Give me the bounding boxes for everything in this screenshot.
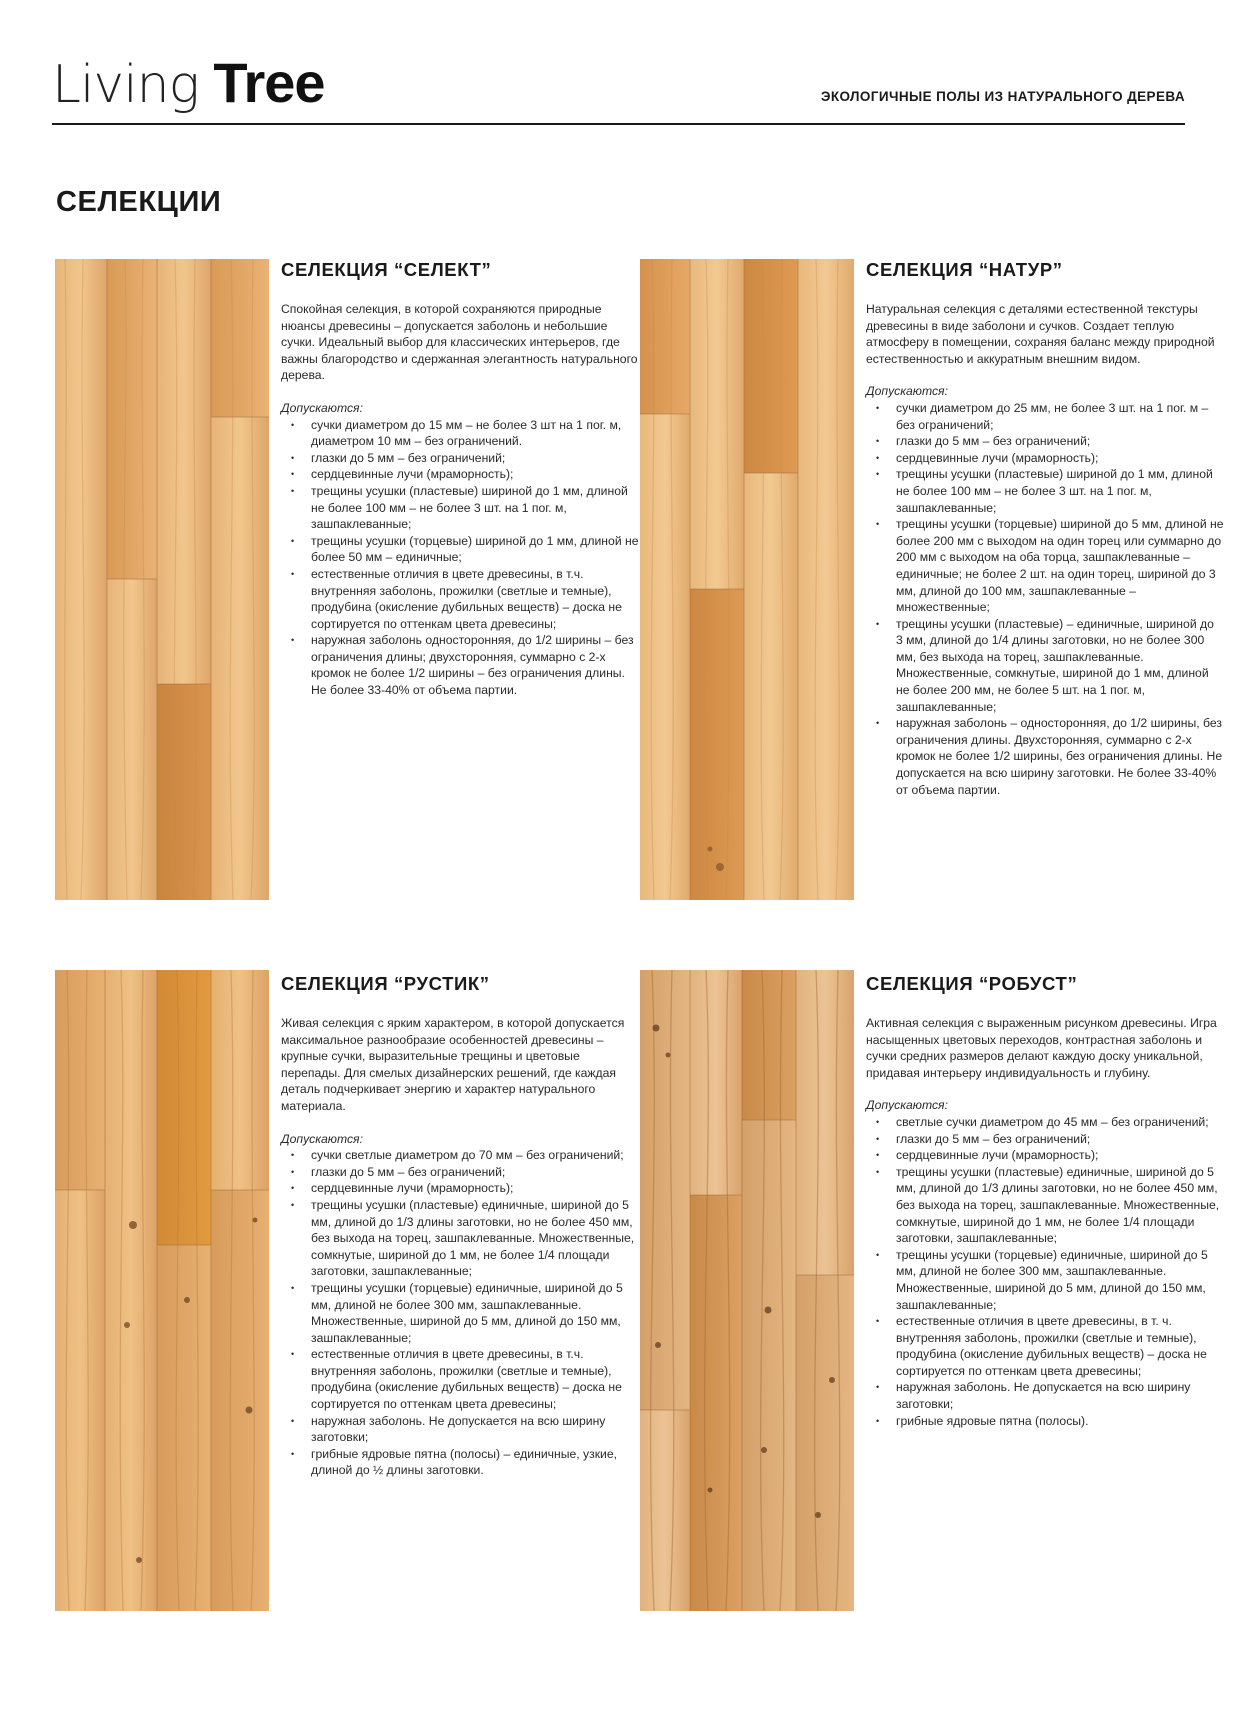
brand-logo <box>52 48 325 120</box>
allowed-label: Допускаются: <box>281 400 363 415</box>
list-item: • сучки диаметром до 25 мм, не более 3 шт. на 1 пог. м – без ограничений; <box>896 400 1224 433</box>
allowed-label: Допускаются: <box>866 1098 948 1113</box>
list-item: • глазки до 5 мм – без ограничений; <box>311 450 639 467</box>
list-item: • наружная заболонь односторонняя, до 1/2 ширины – без ограничения длины; двухсторонняя, суммарно с 2-х кромок не более 1/2 ширины – без ограничения длины. Не более 33-40% от объема партии. <box>311 632 639 698</box>
list-item: • глазки до 5 мм – без ограничений; <box>896 1131 1224 1148</box>
selection-robust <box>866 973 1224 1429</box>
list-item: • трещины усушки (торцевые) единичные, шириной до 5 мм, длиной не более 300 мм, зашпаклеванные. Множественные, шириной до 5 мм, длиной до 150 мм, зашпаклеванные; <box>896 1247 1224 1313</box>
allowed-label: Допускаются: <box>281 1131 363 1146</box>
list-item: • сучки светлые диаметром до 70 мм – без ограничений; <box>311 1147 639 1164</box>
list-item: • наружная заболонь – односторонняя, до 1/2 ширины, без ограничения длины. Двухсторонняя, суммарно с 2-х кромок не более 1/2 ширины, без ограничения длины. Не допускается на всю ширину заготовки. Не более 33-40% от объема партии. <box>896 715 1224 798</box>
list-item: • трещины усушки (торцевые) шириной до 1 мм, длиной не более 50 мм – единичные; <box>311 533 639 566</box>
list-item: • глазки до 5 мм – без ограничений; <box>896 433 1224 450</box>
allowed-list <box>866 400 1224 798</box>
list-item: • грибные ядровые пятна (полосы) – единичные, узкие, длиной до ½ длины заготовки. <box>311 1446 639 1479</box>
selection-natur <box>866 259 1224 798</box>
list-item: • наружная заболонь. Не допускается на всю ширину заготовки; <box>896 1379 1224 1412</box>
selection-description: Активная селекция с выраженным рисунком древесины. Игра насыщенных цветовых переходов, контрастная заболонь и сучки средних размеров делают каждую доску уникальной, придавая интерьеру индивидуальность и глубину. <box>866 1016 1217 1080</box>
list-item: • наружная заболонь. Не допускается на всю ширину заготовки; <box>311 1413 639 1446</box>
list-item: • трещины усушки (пластевые) шириной до 1 мм, длиной не более 100 мм – не более 3 шт. на 1 пог. м, зашпаклеванные; <box>896 466 1224 516</box>
robust-wood-sample-image <box>640 970 854 1611</box>
list-item: • глазки до 5 мм – без ограничений; <box>311 1164 639 1181</box>
selection-description: Натуральная селекция с деталями естественной текстуры древесины в виде заболони и сучков. Создает теплую атмосферу в помещении, сохраняя баланс между природной естественностью и аккуратным внешним видом. <box>866 302 1215 366</box>
list-item: • естественные отличия в цвете древесины, в т.ч. внутренняя заболонь, прожилки (светлые и темные), продубина (окисление дубильных веществ) – доска не сортируется по оттенкам цвета древесины; <box>311 566 639 632</box>
selection-rustik <box>281 973 639 1479</box>
natur-wood-sample-image <box>640 259 854 900</box>
list-item: • естественные отличия в цвете древесины, в т. ч. внутренняя заболонь, прожилки (светлые и темные), продубина (окисление дубильных веществ) – доска не сортируется по оттенкам цвета древесины; <box>896 1313 1224 1379</box>
page-title: СЕЛЕКЦИИ <box>56 186 222 218</box>
list-item: • сердцевинные лучи (мраморность); <box>311 1180 639 1197</box>
rustik-wood-sample-image <box>55 970 269 1611</box>
list-item: • сучки диаметром до 15 мм – не более 3 шт на 1 пог. м, диаметром 10 мм – без ограничений. <box>311 417 639 450</box>
selection-description: Живая селекция с ярким характером, в которой допускается максимальное разнообразие особенностей древесины – крупные сучки, выразительные трещины и цветовые перепады. Для смелых дизайнерских решений, где каждая деталь подчеркивает энергию и характер натурального материала. <box>281 1016 625 1113</box>
logo-light-word: Living <box>52 55 199 115</box>
list-item: • трещины усушки (торцевые) единичные, шириной до 5 мм, длиной не более 300 мм, зашпаклеванные. Множественные, шириной до 5 мм, длиной до 150 мм, зашпаклеванные; <box>311 1280 639 1346</box>
list-item: • сердцевинные лучи (мраморность); <box>896 1147 1224 1164</box>
selection-select <box>281 259 639 699</box>
allowed-list <box>866 1114 1224 1429</box>
selection-title: СЕЛЕКЦИЯ “СЕЛЕКТ” <box>281 259 492 280</box>
list-item: • трещины усушки (торцевые) шириной до 5 мм, длиной не более 200 мм с выходом на один торец или суммарно до 200 мм с выходом на оба торца, зашпаклеванные – единичные; не более 2 шт. на один торец, шириной до 3 мм, длиной до 100 мм, зашпаклеванные – множественные; <box>896 516 1224 616</box>
list-item: • сердцевинные лучи (мраморность); <box>896 450 1224 467</box>
select-wood-sample-image <box>55 259 269 900</box>
selection-title: СЕЛЕКЦИЯ “РУСТИК” <box>281 973 490 994</box>
allowed-label: Допускаются: <box>866 384 948 399</box>
list-item: • трещины усушки (пластевые) – единичные, шириной до 3 мм, длиной до 1/4 длины заготовки, но не более 300 мм, без выхода на торец, зашпаклеванные. Множественные, сомкнутые, шириной до 1 мм, длиной не более 200 мм, не более 5 шт. на 1 пог. м, зашпаклеванные; <box>896 616 1224 716</box>
logo-bold-word: Tree <box>213 51 325 114</box>
list-item: • сердцевинные лучи (мраморность); <box>311 466 639 483</box>
allowed-list <box>281 417 639 699</box>
selection-description: Спокойная селекция, в которой сохраняются природные нюансы древесины – допускается заболонь и небольшие сучки. Идеальный выбор для классических интерьеров, где важны благородство и сдержанная элегантность натурального дерева. <box>281 302 638 383</box>
header-tagline: ЭКОЛОГИЧНЫЕ ПОЛЫ ИЗ НАТУРАЛЬНОГО ДЕРЕВА <box>820 89 1185 104</box>
list-item: • трещины усушки (пластевые) единичные, шириной до 5 мм, длиной до 1/3 длины заготовки, но не более 450 мм, без выхода на торец, зашпаклеванные. Множественные, сомкнутые, шириной до 1 мм, не более 1/4 площади заготовки, зашпаклеванные; <box>896 1164 1224 1247</box>
list-item: • естественные отличия в цвете древесины, в т.ч. внутренняя заболонь, прожилки (светлые и темные), продубина (окисление дубильных веществ) – доска не сортируется по оттенкам цвета древесины; <box>311 1346 639 1412</box>
selection-title: СЕЛЕКЦИЯ “НАТУР” <box>866 259 1063 280</box>
list-item: • грибные ядровые пятна (полосы). <box>896 1413 1224 1430</box>
list-item: • светлые сучки диаметром до 45 мм – без ограничений; <box>896 1114 1224 1131</box>
allowed-list <box>281 1147 639 1479</box>
list-item: • трещины усушки (пластевые) шириной до 1 мм, длиной не более 100 мм – не более 3 шт. на 1 пог. м, зашпаклеванные; <box>311 483 639 533</box>
selection-title: СЕЛЕКЦИЯ “РОБУСТ” <box>866 973 1078 994</box>
header-divider <box>52 123 1185 125</box>
list-item: • трещины усушки (пластевые) единичные, шириной до 5 мм, длиной до 1/3 длины заготовки, но не более 450 мм, без выхода на торец, зашпаклеванные. Множественные, сомкнутые, шириной до 1 мм, не более 1/4 площади заготовки, зашпаклеванные; <box>311 1197 639 1280</box>
